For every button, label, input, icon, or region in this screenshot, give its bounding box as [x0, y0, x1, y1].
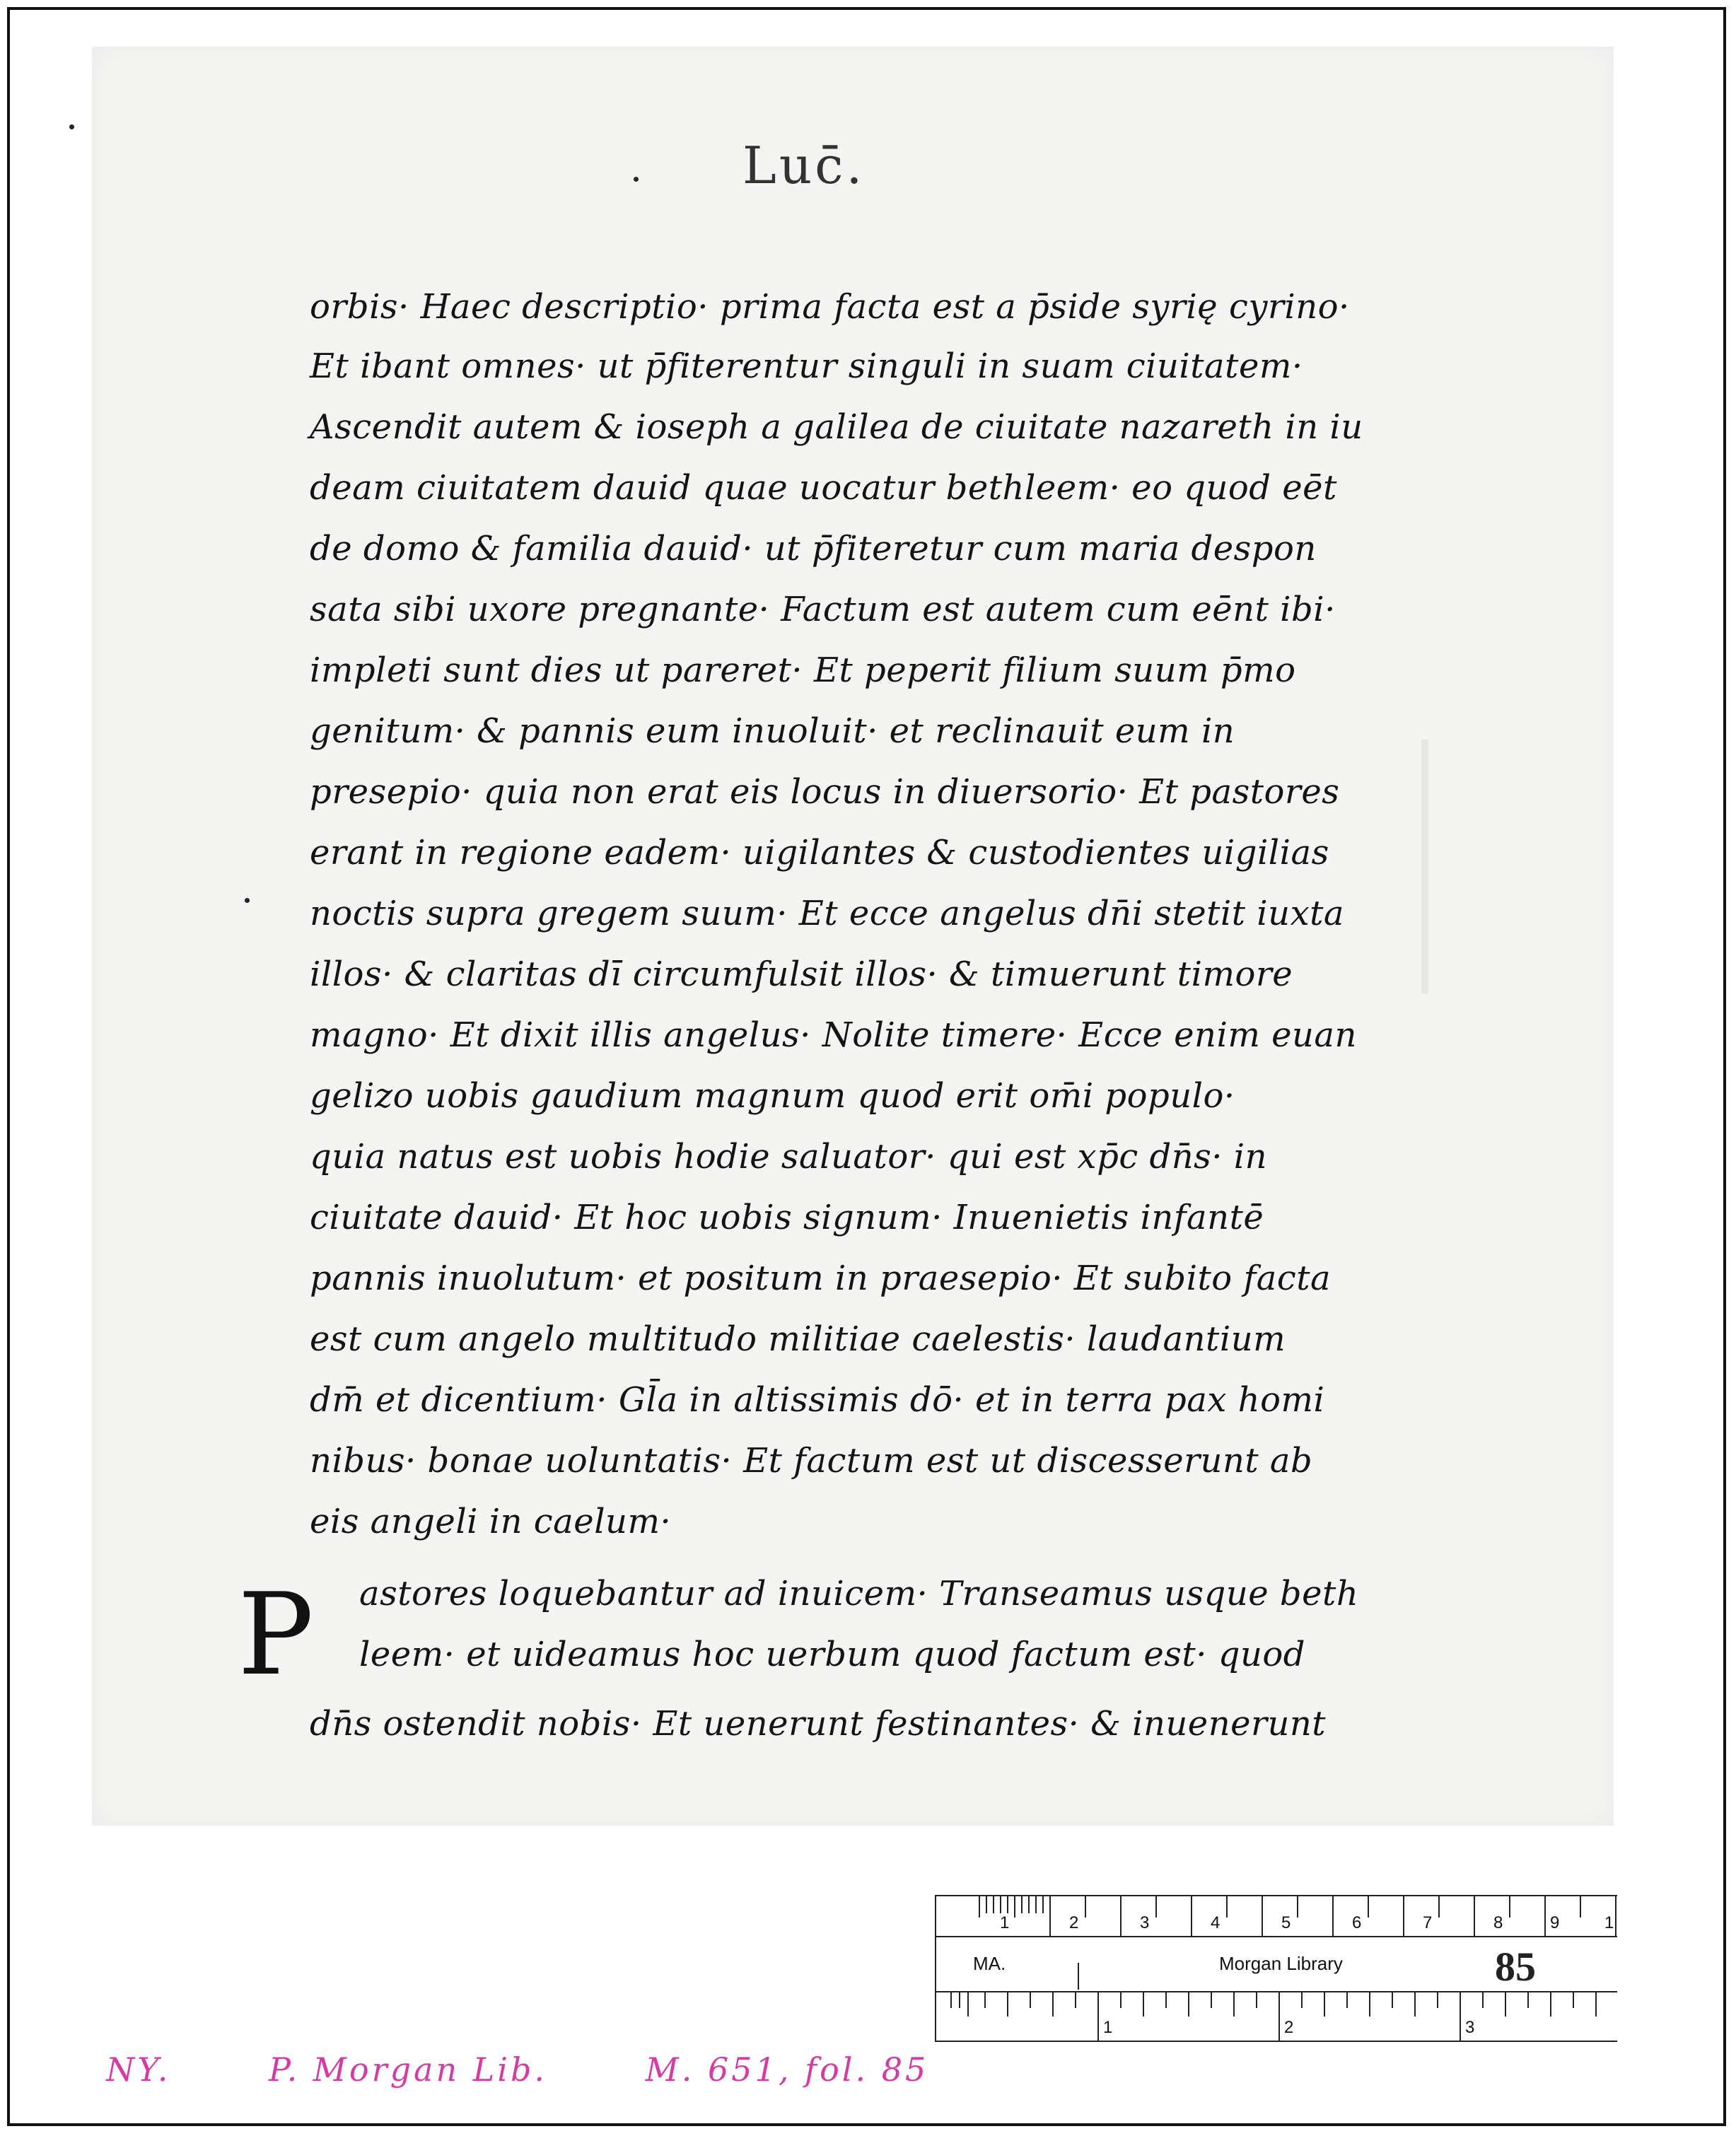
ruler-tick: [1049, 1896, 1051, 1936]
ruler-bottom-scale: [936, 1991, 1617, 2042]
text-line: sata sibi uxore pregnante· Factum est autem cum eēnt ibi·: [310, 590, 1336, 629]
ruler-number: 2: [1069, 1913, 1079, 1932]
ruler-tick: [1052, 1992, 1054, 2017]
ruler-tick: [993, 1896, 994, 1913]
ruler-tick: [1014, 1896, 1015, 1918]
ruler-tick: [1527, 1992, 1529, 2008]
running-head: Luc̄.: [742, 136, 866, 195]
ruler-tick: [979, 1896, 980, 1918]
ruler-tick: [967, 1992, 969, 2017]
ruler-tick: [1075, 1992, 1076, 2008]
speck-mark: [634, 177, 639, 182]
shelfmark-part: M. 651, fol. 85: [645, 2050, 929, 2089]
shelfmark-part: P. Morgan Lib.: [268, 2050, 548, 2089]
ruler-tick: [1000, 1896, 1001, 1913]
folio-number: 85: [1495, 1944, 1536, 1990]
text-line: Ascendit autem & ioseph a galilea de ciuitate nazareth in iu: [310, 407, 1363, 447]
text-line: dn̄s ostendit nobis· Et uenerunt festinantes· & inuenerunt: [310, 1704, 1327, 1744]
text-line: Et ibant omnes· ut p̄fiterentur singuli in suam ciuitatem·: [310, 346, 1303, 386]
text-line: genitum· & pannis eum inuoluit· et reclinauit eum in: [310, 711, 1235, 751]
ruler-number: 1: [1103, 2018, 1113, 2037]
text-line: gelizo uobis gaudium magnum quod erit om̄i populo·: [310, 1076, 1235, 1116]
text-line: illos· & claritas dī circumfulsit illos· & timuerunt timore: [310, 955, 1293, 994]
ruler-tick: [1030, 1992, 1031, 2008]
text-line: leem· et uideamus hoc uerbum quod factum est· quod: [359, 1635, 1305, 1674]
ruler-library-name: Morgan Library: [1219, 1953, 1343, 1974]
handwritten-shelfmark: [106, 2050, 1013, 2089]
ruler-tick: [1120, 1896, 1122, 1936]
decorated-initial: P: [238, 1568, 314, 1700]
text-line: noctis supra gregem suum· Et ecce angelus dn̄i stetit iuxta: [310, 894, 1345, 933]
ruler-tick: [1120, 1992, 1122, 2008]
ruler-tick: [1165, 1992, 1167, 2008]
shelfmark-part: NY.: [106, 2050, 171, 2089]
speck-mark: [69, 124, 74, 129]
ruler-tick: [1544, 1896, 1546, 1936]
ruler-tick: [986, 1896, 987, 1913]
text-line: deam ciuitatem dauid quae uocatur bethleem· eo quod eēt: [310, 468, 1337, 508]
ruler-number: 1: [1000, 1913, 1010, 1932]
text-line: impleti sunt dies ut pareret· Et peperit filium suum p̄mo: [310, 650, 1296, 690]
ruler-number: 5: [1281, 1913, 1291, 1932]
show-through-shadow: [1421, 740, 1478, 994]
ruler-tick: [1262, 1896, 1263, 1936]
ruler-tick: [1437, 1992, 1438, 2008]
ruler-tick: [1233, 1992, 1235, 2017]
ruler-number: 9: [1550, 1913, 1560, 1932]
ruler-tick: [1505, 1992, 1506, 2017]
ruler-tick: [1414, 1992, 1416, 2017]
ruler-tick: [950, 1992, 952, 2008]
ruler-number: 4: [1211, 1913, 1221, 1932]
ruler-tick: [1332, 1896, 1334, 1936]
ruler-tick: [1595, 1992, 1597, 2017]
text-line: quia natus est uobis hodie saluator· qui est xp̄c dn̄s· in: [310, 1137, 1268, 1177]
text-line: est cum angelo multitudo militiae caelestis· laudantium: [310, 1319, 1286, 1359]
ruler-number: 6: [1352, 1913, 1362, 1932]
ruler-number: 8: [1493, 1913, 1503, 1932]
ruler-tick: [1155, 1896, 1157, 1918]
ruler-tick: [1346, 1992, 1348, 2008]
ruler-tick: [1369, 1992, 1370, 2017]
ruler-tick: [1482, 1992, 1484, 2008]
ruler-tick: [1573, 1992, 1574, 2008]
ruler-tick: [1278, 1992, 1280, 2041]
ruler-tick: [1474, 1896, 1475, 1936]
ruler-tick: [1324, 1992, 1325, 2017]
ruler-tick: [1438, 1896, 1440, 1918]
text-line: de domo & familia dauid· ut p̄fiteretur cum maria despon: [310, 529, 1317, 568]
ruler-tick: [1035, 1896, 1037, 1913]
text-line: eis angeli in caelum·: [310, 1502, 672, 1541]
text-line: pannis inuolutum· et positum in praesepio· Et subito facta: [310, 1259, 1332, 1298]
ruler-tick: [1085, 1896, 1086, 1918]
ruler-tick: [1188, 1992, 1189, 2017]
ruler-ma-label: MA.: [973, 1953, 1006, 1974]
ruler-number: 3: [1465, 2018, 1475, 2037]
text-line: magno· Et dixit illis angelus· Nolite timere· Ecce enim euan: [310, 1015, 1357, 1055]
ruler-number: 3: [1140, 1913, 1150, 1932]
ruler-tick: [1143, 1992, 1144, 2017]
text-line: astores loquebantur ad inuicem· Transeamus usque beth: [359, 1574, 1359, 1613]
ruler-number: 1: [1604, 1913, 1614, 1932]
ruler-top-scale: [936, 1896, 1617, 1937]
ruler-number: 2: [1284, 2018, 1294, 2037]
ruler-tick: [1042, 1896, 1044, 1913]
ruler-label-row: [936, 1939, 1617, 1990]
ruler-tick: [1256, 1992, 1257, 2008]
text-line: orbis· Haec descriptio· prima facta est a p̄side syrię cyrino·: [310, 287, 1350, 327]
ruler-tick: [984, 1992, 986, 2008]
ruler-tick: [1211, 1992, 1212, 2008]
ruler-tick: [1368, 1896, 1369, 1918]
ruler-tick: [959, 1992, 960, 2008]
ruler-tick: [1021, 1896, 1023, 1913]
ruler-tick: [1550, 1992, 1551, 2017]
scale-ruler: [935, 1895, 1617, 2042]
ruler-mark: [1078, 1963, 1079, 1990]
text-line: nibus· bonae uoluntatis· Et factum est ut discesserunt ab: [310, 1441, 1313, 1481]
ruler-number: 7: [1423, 1913, 1433, 1932]
ruler-tick: [1028, 1896, 1030, 1913]
ruler-tick: [1007, 1896, 1008, 1913]
text-line: presepio· quia non erat eis locus in diuersorio· Et pastores: [310, 772, 1340, 812]
speck-mark: [245, 898, 250, 903]
ruler-tick: [1392, 1992, 1393, 2008]
text-line: ciuitate dauid· Et hoc uobis signum· Inuenietis infantē: [310, 1198, 1264, 1237]
text-line: dm̄ et dicentium· Gl̄a in altissimis dō· et in terra pax homi: [310, 1380, 1325, 1420]
text-line: erant in regione eadem· uigilantes & custodientes uigilias: [310, 833, 1329, 873]
ruler-tick: [1509, 1896, 1510, 1918]
ruler-tick: [1460, 1992, 1461, 2041]
ruler-tick: [1403, 1896, 1404, 1936]
ruler-tick: [1007, 1992, 1008, 2017]
ruler-tick: [1297, 1896, 1298, 1918]
ruler-tick: [1580, 1896, 1581, 1918]
ruler-tick: [1615, 1896, 1616, 1936]
ruler-tick: [1301, 1992, 1303, 2008]
ruler-tick: [1191, 1896, 1192, 1936]
ruler-tick: [1097, 1992, 1099, 2041]
ruler-tick: [1226, 1896, 1228, 1918]
